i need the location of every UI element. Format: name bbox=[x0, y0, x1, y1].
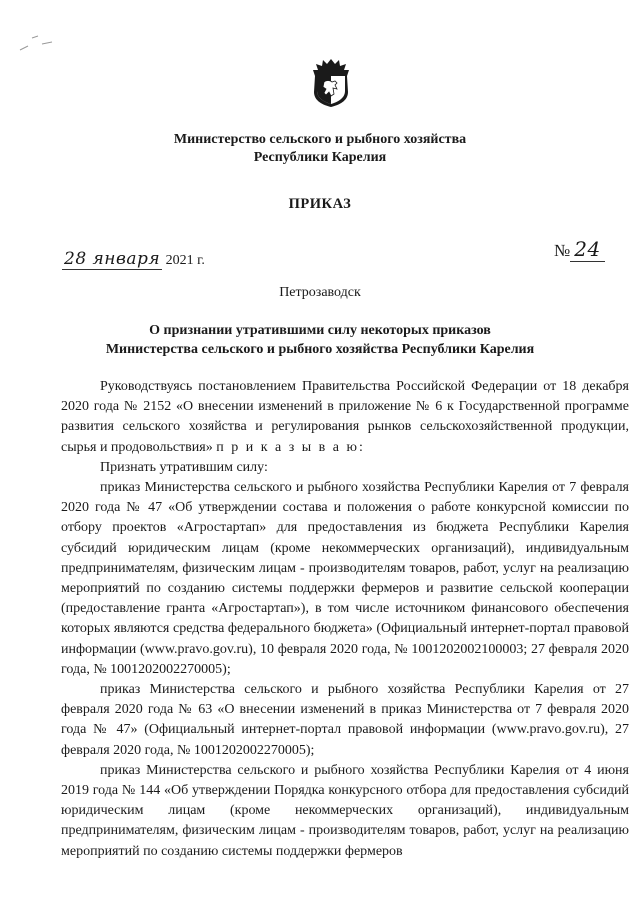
number-sign: № bbox=[554, 241, 571, 260]
order-keyword: п р и к а з ы в а ю: bbox=[216, 439, 365, 455]
ministry-name bbox=[0, 131, 640, 167]
preamble-paragraph bbox=[61, 377, 629, 458]
order-title bbox=[0, 321, 640, 359]
margin-scribble-icon bbox=[18, 32, 58, 56]
karelia-coat-of-arms-icon bbox=[311, 58, 351, 108]
city-name: Петрозаводск bbox=[279, 285, 361, 300]
document-type: ПРИКАЗ bbox=[288, 196, 352, 212]
order-body bbox=[61, 377, 629, 862]
title-line-2: Министерства сельского и рыбного хозяйства Республики Карелия bbox=[105, 342, 535, 357]
repealed-order-2: приказ Министерства сельского и рыбного хозяйства Республики Карелия от 27 февраля 2020 года № 63 «О внесении изменений в приказ Министерства от 7 февраля 2020 года № 47» (Официальный интернет-портал правовой информации (www.pravo.gov.ru), 27 февраля 2020 года, № 1001202002270005); bbox=[61, 682, 629, 758]
ministry-line-1: Министерство сельского и рыбного хозяйства bbox=[173, 132, 467, 147]
handwritten-date: 28 января bbox=[64, 249, 161, 269]
handwritten-number: 24 bbox=[570, 237, 604, 262]
repealed-order-3: приказ Министерства сельского и рыбного хозяйства Республики Карелия от 4 июня 2019 года № 144 «Об утверждении Порядка конкурсного отбора для предоставления субсидий юридическим лицам (кроме некоммерческих организаций), индивидуальным предпринимателям, физическим лицам - производителям товаров, работ, услуг на реализацию мероприятий по созданию системы поддержки фермеров bbox=[61, 762, 629, 859]
order-number bbox=[554, 237, 605, 261]
preamble-text: Руководствуясь постановлением Правительства Российской Федерации от 18 декабря 2020 года № 2152 «О внесении изменений в приложение № 6 к Государственной программе развития сельского хозяйства и регулирования рынков сельскохозяйственной продукции, сырья и продовольствия» bbox=[61, 379, 629, 455]
order-date bbox=[62, 249, 205, 269]
title-line-1: О признании утратившими силу некоторых приказов bbox=[149, 323, 491, 338]
ministry-line-2: Республики Карелия bbox=[253, 150, 387, 165]
repealed-order-1: приказ Министерства сельского и рыбного хозяйства Республики Карелия от 7 февраля 2020 года № 47 «Об утверждении состава и положения о работе конкурсной комиссии по отбору проектов «Агростартап» для предоставления из бюджета Республики Карелия субсидий юридическим лицам (кроме некоммерческих организаций), индивидуальным предпринимателям, физическим лицам - производителям товаров, работ, услуг на реализацию мероприятий по созданию системы поддержки фермеров и развитие сельской кооперации (предоставление гранта «Агростартап»), в том числе источником финансового обеспечения которых являются средства федерального бюджета» (Официальный интернет-портал правовой информации (www.pravo.gov.ru), 10 февраля 2020 года, № 1001202002100003; 27 февраля 2020 года, № 1001202002270005); bbox=[61, 480, 629, 677]
order-year: 2021 г. bbox=[165, 253, 205, 268]
repeal-intro: Признать утратившим силу: bbox=[100, 459, 268, 475]
